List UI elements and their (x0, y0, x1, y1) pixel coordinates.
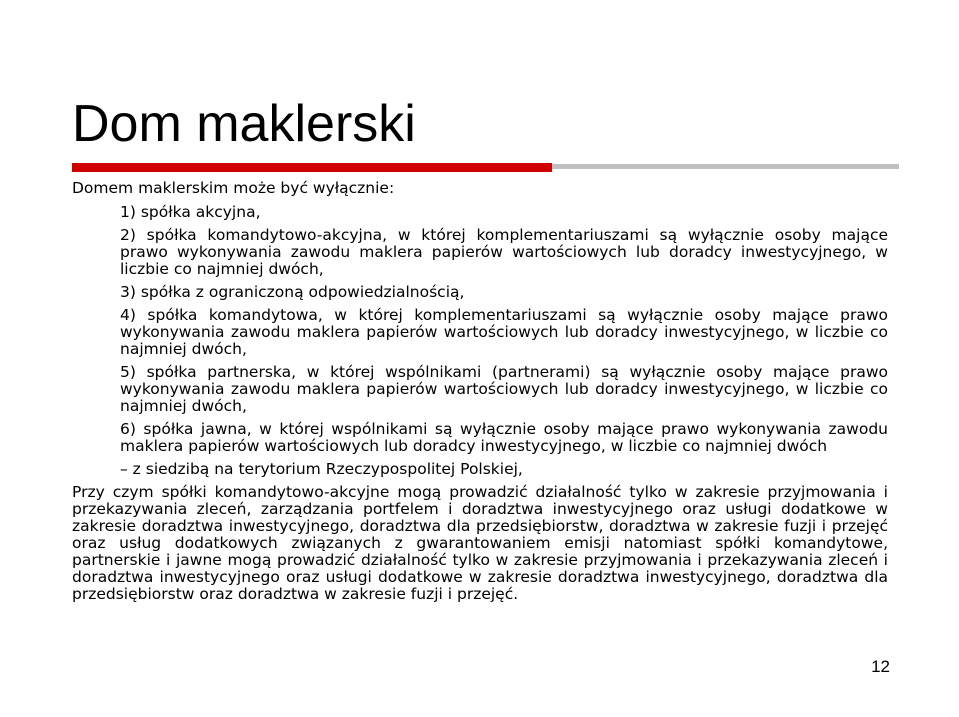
list-item: 1) spółka akcyjna, (120, 203, 261, 221)
slide-body (72, 180, 888, 603)
intro-text: Domem maklerskim może być wyłącznie: (72, 179, 395, 197)
list-item: 3) spółka z ograniczoną odpowiedzialnością, (120, 283, 465, 301)
list-item: 4) spółka komandytowa, w której komplementariuszami są wyłącznie osoby mające prawo wykonywania zawodu maklera papierów wartościowych lub doradcy inwestycyjnego, w liczbie co najmniej dwóch, (120, 306, 888, 358)
title-underline-gray (552, 164, 899, 169)
list-item: 6) spółka jawna, w której wspólnikami są wyłącznie osoby mające prawo wykonywania zawodu maklera papierów wartościowych lub doradcy inwestycyjnego, w liczbie co najmniej dwóch (120, 420, 888, 455)
list-item: – z siedzibą na terytorium Rzeczypospolitej Polskiej, (120, 460, 523, 478)
title-underline-red (72, 163, 552, 172)
list-item: 2) spółka komandytowo-akcyjna, w której komplementariuszami są wyłącznie osoby mające prawo wykonywania zawodu maklera papierów wartościowych lub doradcy inwestycyjnego, w liczbie co najmniej dwóch, (120, 226, 888, 278)
entity-list (72, 204, 888, 478)
list-item: 5) spółka partnerska, w której wspólnikami (partnerami) są wyłącznie osoby mające prawo wykonywania zawodu maklera papierów wartościowych lub doradcy inwestycyjnego, w liczbie co najmniej dwóch, (120, 363, 888, 415)
page-number: 12 (871, 657, 890, 676)
slide-title: Dom maklerski (72, 95, 416, 153)
closing-paragraph: Przy czym spółki komandytowo-akcyjne mogą prowadzić działalność tylko w zakresie przyjmowania i przekazywania zleceń, zarządzania portfelem i doradztwa inwestycyjnego oraz usługi dodatkowe w zakresie doradztwa inwestycyjnego, doradztwa dla przedsiębiorstw, doradztwa w zakresie fuzji i przejęć oraz usług dodatkowych związanych z gwarantowaniem emisji natomiast spółki komandytowe, partnerskie i jawne mogą prowadzić działalność tylko w zakresie przyjmowania i przekazywania zleceń i doradztwa inwestycyjnego oraz usługi dodatkowe w zakresie doradztwa inwestycyjnego, doradztwa dla przedsiębiorstw oraz doradztwa w zakresie fuzji i przejęć. (72, 483, 888, 603)
